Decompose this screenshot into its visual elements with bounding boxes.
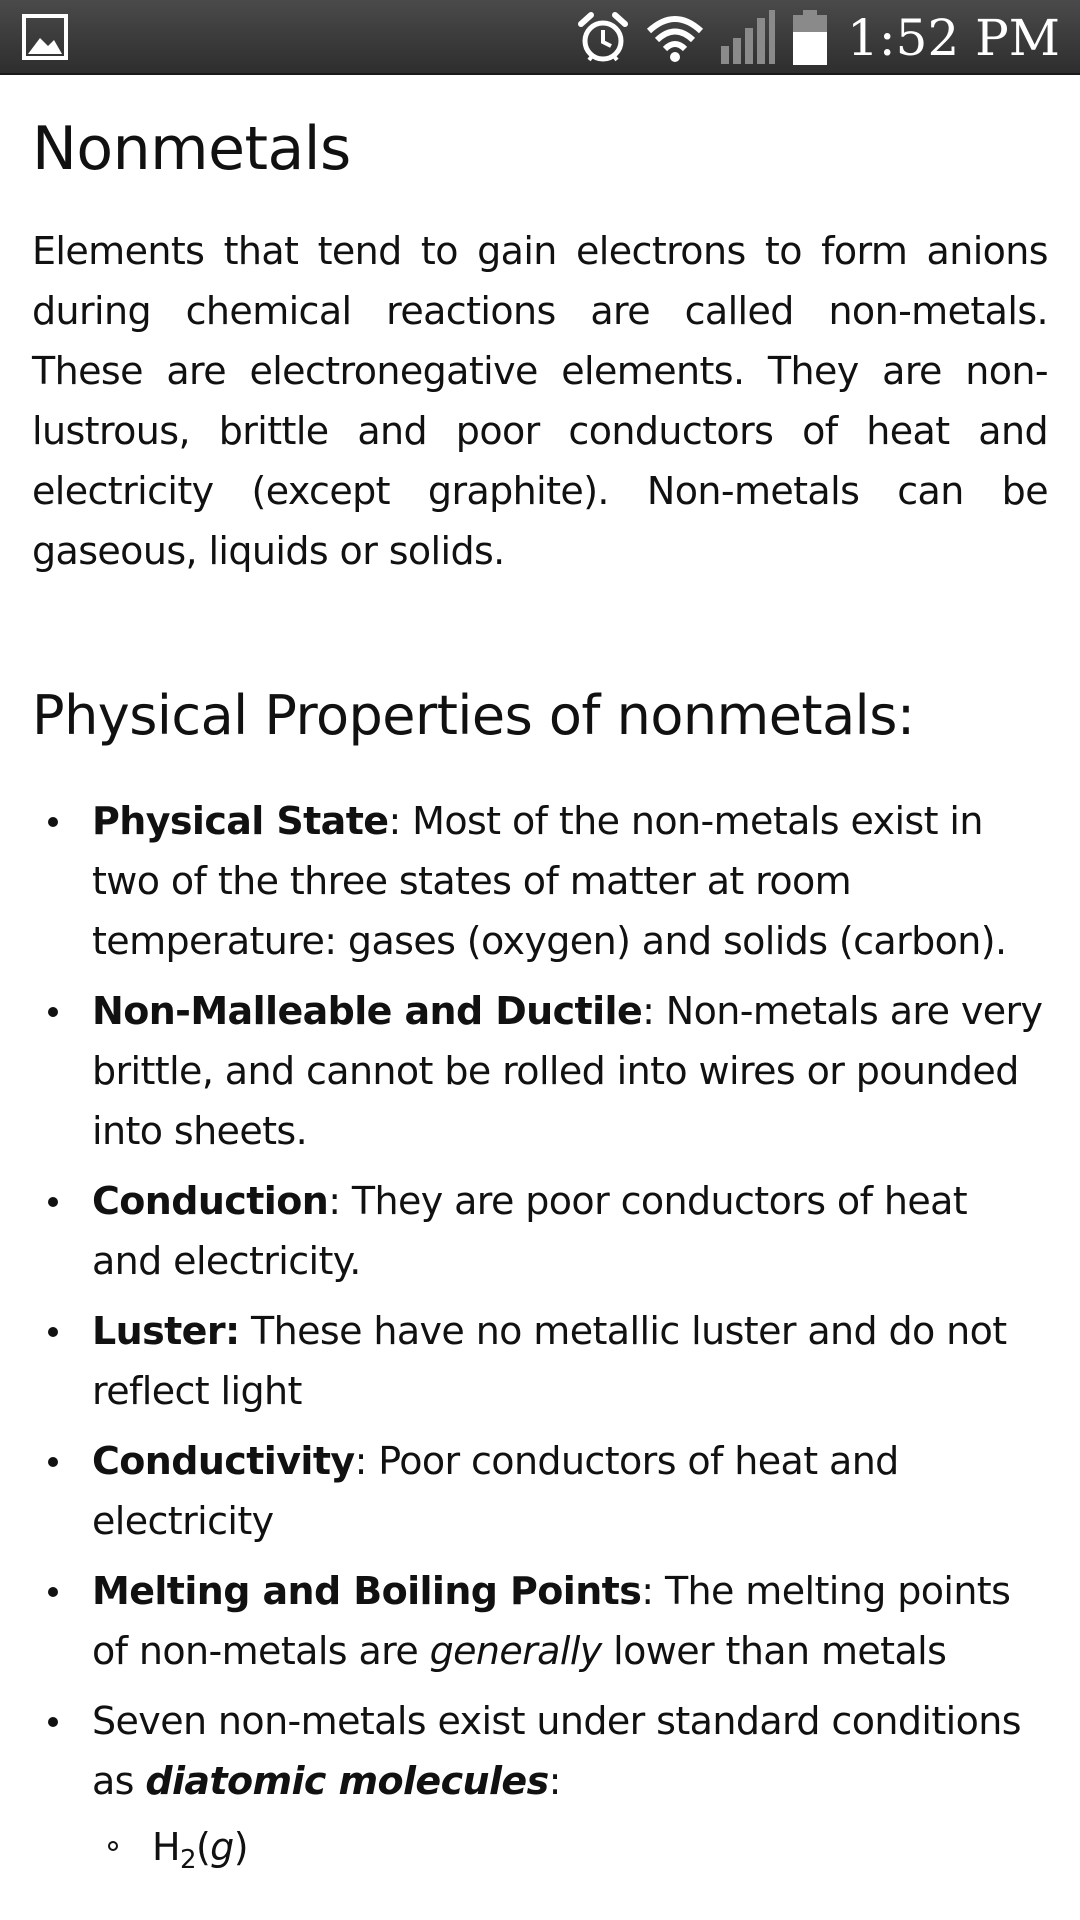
section-title: Physical Properties of nonmetals: [32,684,915,747]
list-item-melting-points [32,1561,1048,1681]
bullet-icon [48,1717,58,1727]
bullet-icon [48,817,58,827]
wifi-icon [645,13,705,63]
bullet-icon [48,1457,58,1467]
sublist-item: $H_2(g)$ [92,1817,1048,1877]
intro-paragraph: Elements that tend to gain electrons to form anions during chemical reactions are called non-metals. These are electronegative elements. They are non-lustrous, brittle and poor conductors of heat and electricity (except graphite). Non-metals can be gaseous, liquids or solids. [32,229,1048,573]
term: Physical State [92,799,389,843]
bullet-icon [48,1007,58,1017]
status-bar [0,0,1080,75]
image-notification-icon [22,14,68,60]
page-title: Nonmetals [32,114,351,184]
battery-icon [791,10,829,66]
description: : Poor conductors of heat and electricity [92,1439,899,1543]
list-item-physical-state [32,791,1048,971]
term: Luster: [92,1309,240,1353]
diatomic-sublist [92,1817,1048,1877]
list-item-diatomic [32,1691,1048,1877]
alarm-icon [575,10,631,66]
bullet-icon [48,1327,58,1337]
description: These have no metallic luster and do not reflect light [92,1309,1007,1413]
article-content [32,75,1048,1887]
description: : Non-metals are very brittle, and cannot be rolled into wires or pounded into sheets. [92,989,1043,1153]
circle-bullet-icon [108,1841,118,1851]
term: Conductivity [92,1439,355,1483]
list-item-conductivity [32,1431,1048,1551]
status-time: 1:52 PM [846,8,1060,67]
signal-icon [719,10,777,66]
description: : Most of the non-metals exist in two of the three states of matter at room temperature: gases (oxygen) and solids (carbon). [92,799,1007,963]
list-item-malleability [32,981,1048,1161]
emphasis: generally [429,1629,602,1673]
description-end: : [548,1759,561,1803]
subscript: 2 [179,1845,196,1875]
description: : They are poor conductors of heat and electricity. [92,1179,968,1283]
term: Melting and Boiling Points [92,1569,642,1613]
description-end: lower than metals [601,1629,947,1673]
description: Seven non-metals exist under standard conditions as [92,1699,1021,1803]
list-item-conduction [32,1171,1048,1291]
description: : The melting points of non-metals are [92,1569,1011,1673]
term: Conduction [92,1179,329,1223]
element-symbol: H [152,1825,180,1869]
list-item-luster [32,1301,1048,1421]
term: diatomic molecules [145,1759,549,1803]
bullet-icon [48,1587,58,1597]
bullet-icon [48,1197,58,1207]
properties-list [32,791,1048,1877]
term: Non-Malleable and Ductile [92,989,643,1033]
state: g [210,1825,234,1869]
